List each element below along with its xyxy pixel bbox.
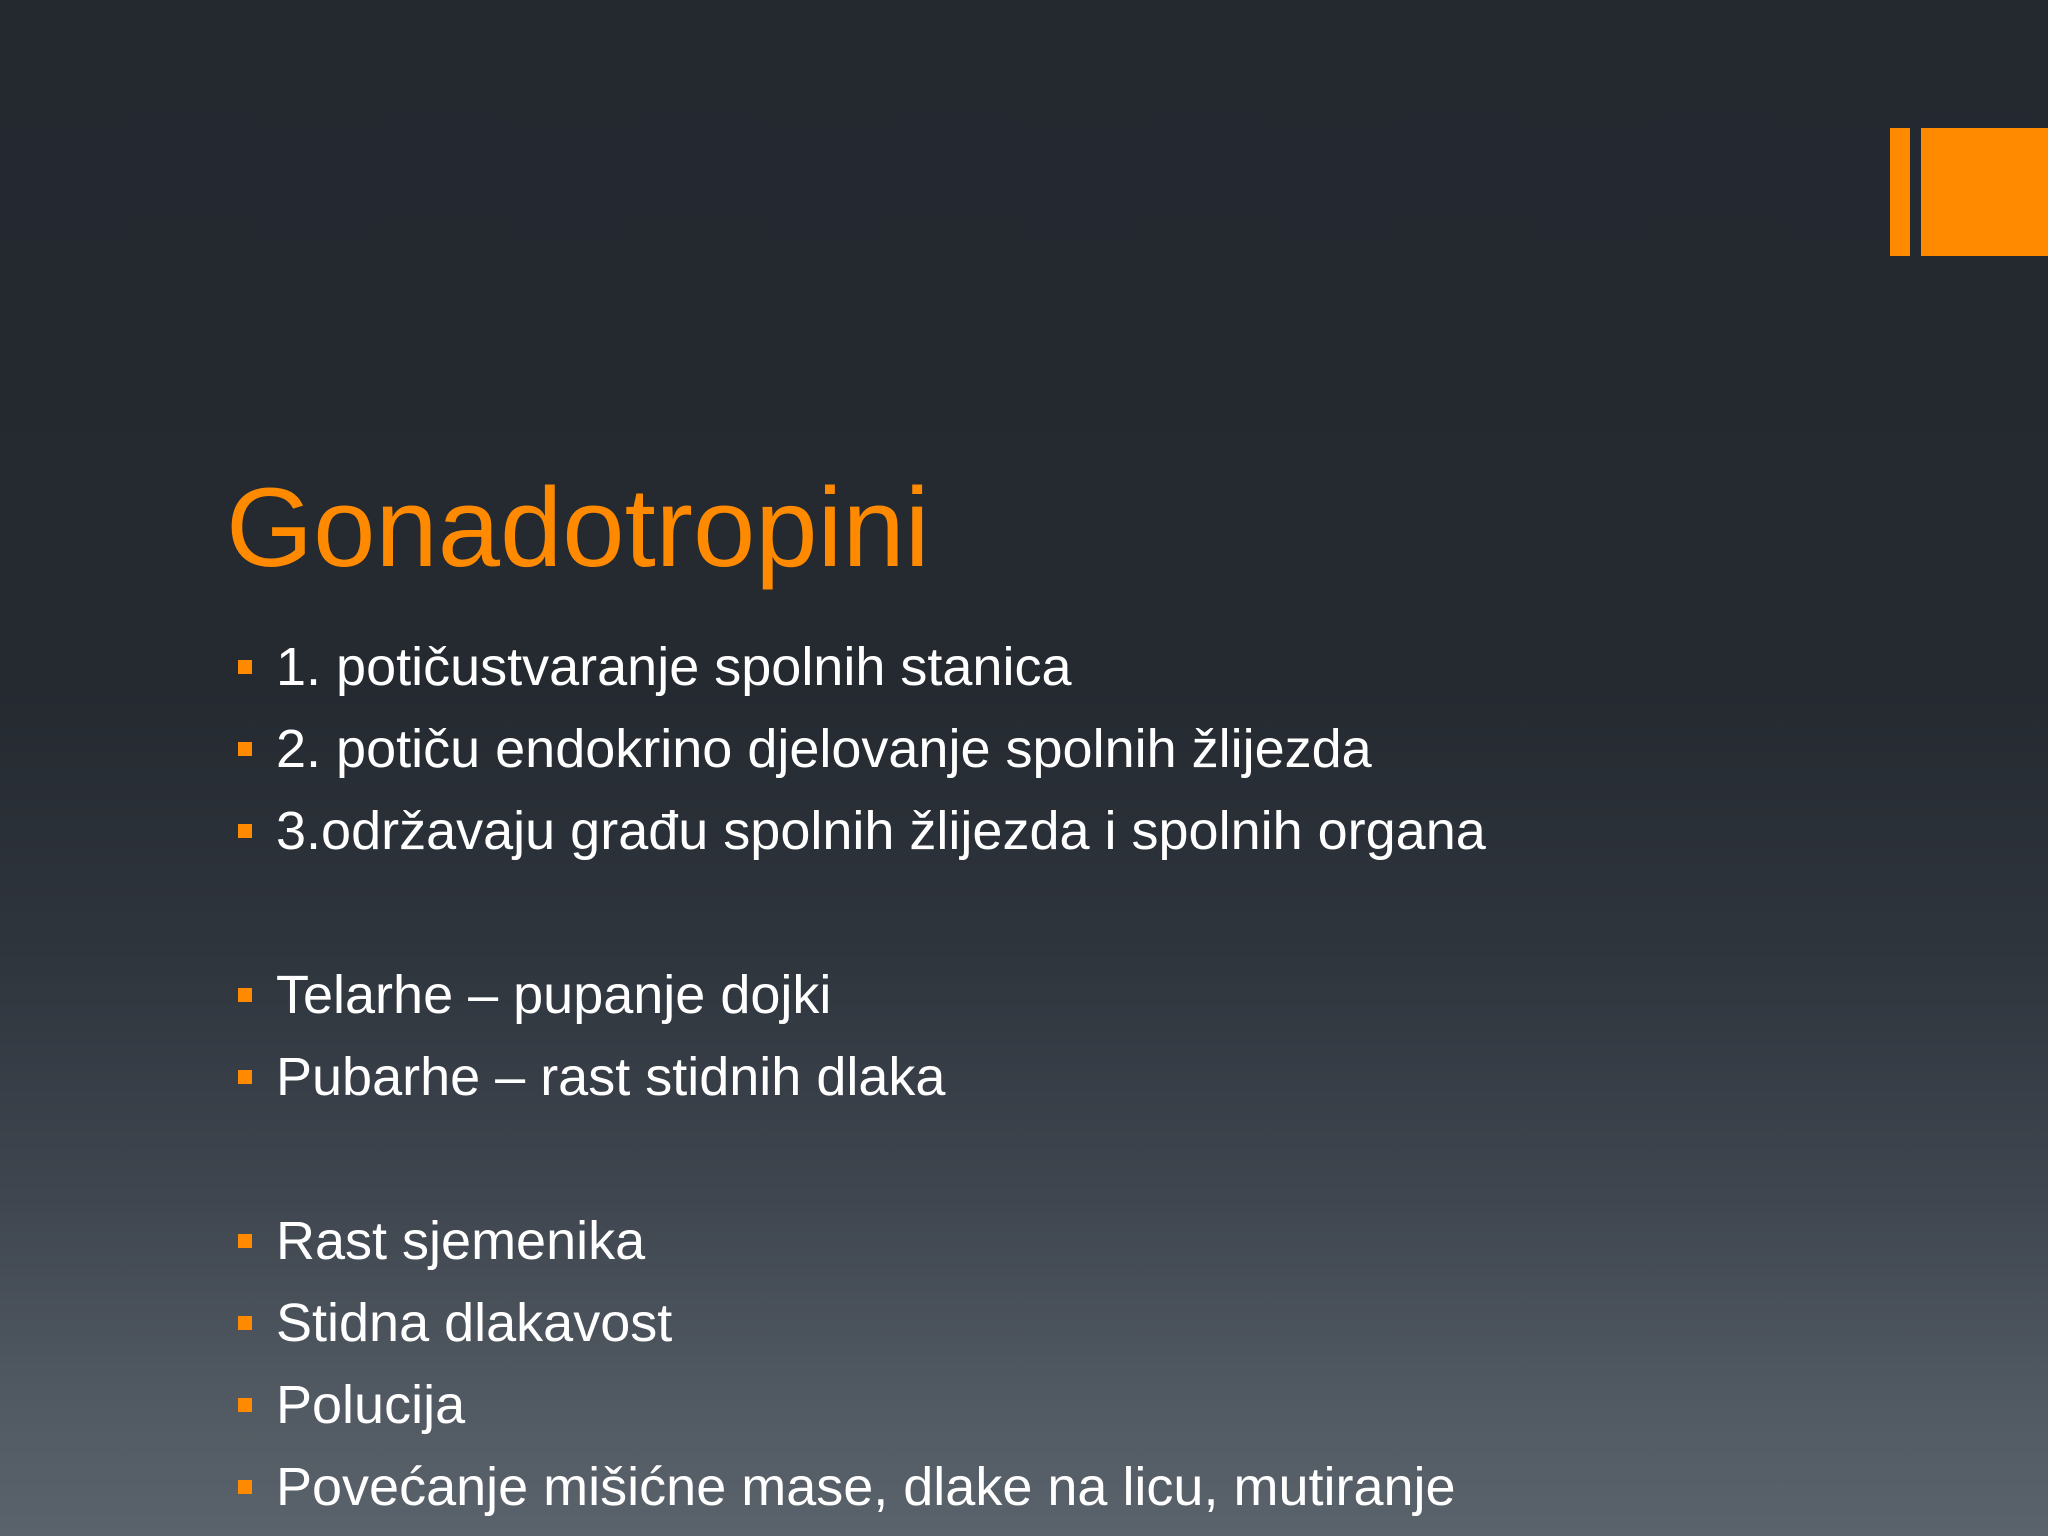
accent-bar-thick [1921,128,2048,256]
bullet-item [238,632,1071,702]
bullet-text: Stidna dlakavost [276,1293,673,1353]
bullet-text: Polucija [276,1375,466,1435]
bullet-text: Pubarhe – rast stidnih dlaka [276,1047,946,1107]
bullet-text: 1. potičustvaranje spolnih stanica [276,637,1072,697]
square-bullet-icon [238,1316,252,1330]
square-bullet-icon [238,988,252,1002]
square-bullet-icon [238,824,252,838]
square-bullet-icon [238,1398,252,1412]
bullet-text: 2. potiču endokrino djelovanje spolnih žlijezda [276,719,1372,779]
bullet-item [238,1452,1456,1522]
bullet-item [238,960,831,1030]
square-bullet-icon [238,742,252,756]
bullet-item [238,796,1486,866]
bullet-item [238,1206,645,1276]
bullet-item [238,1370,465,1440]
slide-title: Gonadotropini [226,465,930,590]
square-bullet-icon [238,1070,252,1084]
bullet-item [238,714,1372,784]
square-bullet-icon [238,1480,252,1494]
bullet-item [238,1042,945,1112]
bullet-item [238,1288,672,1358]
bullet-text: Povećanje mišićne mase, dlake na licu, mutiranje [276,1457,1456,1517]
bullet-text: 3.održavaju građu spolnih žlijezda i spolnih organa [276,801,1486,861]
bullet-text: Rast sjemenika [276,1211,646,1271]
accent-bar-thin [1890,128,1910,256]
square-bullet-icon [238,1234,252,1248]
bullet-text: Telarhe – pupanje dojki [276,965,832,1025]
square-bullet-icon [238,660,252,674]
